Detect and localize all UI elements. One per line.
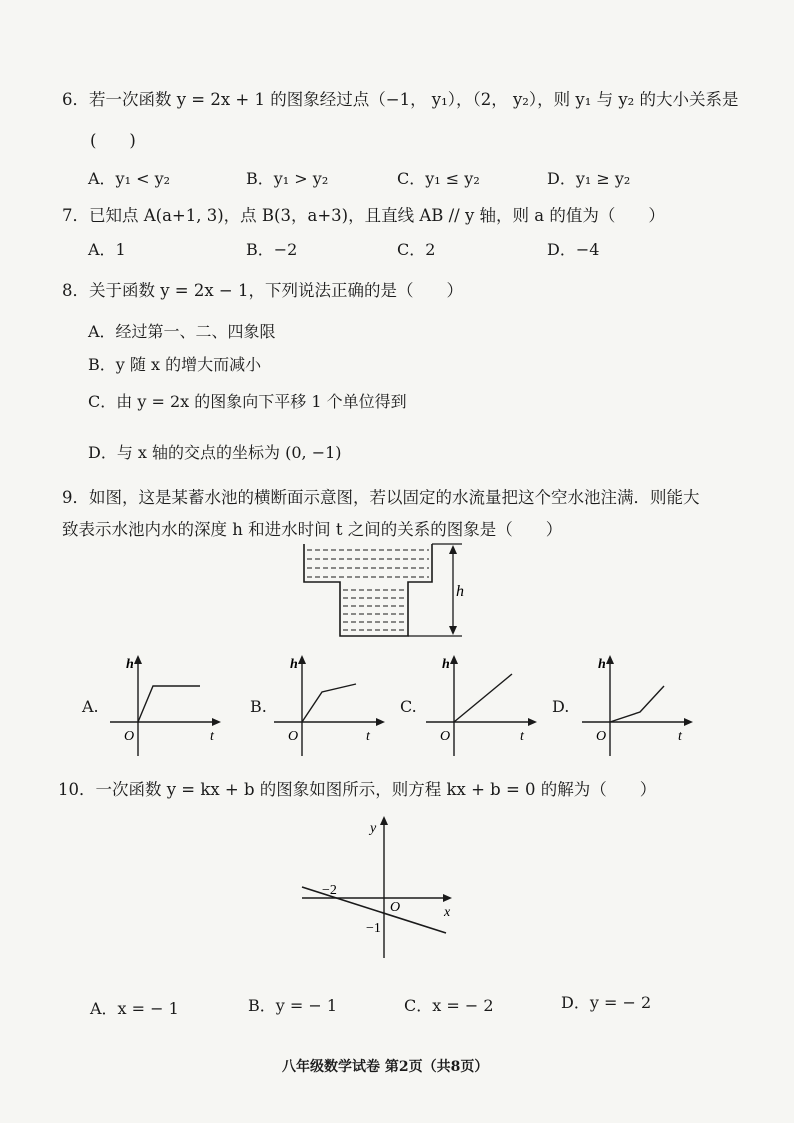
page-footer: 八年级数学试卷 第2页（共8页）: [282, 1059, 489, 1075]
q9-option-b-label: B.: [250, 697, 267, 716]
q9-stem-line2: 致表示水池内水的深度 h 和进水时间 t 之间的关系的图象是（ ）: [62, 520, 563, 539]
graph-d-x-label: t: [678, 729, 682, 744]
graph-d-curve: [610, 686, 664, 722]
q9-stem-line1: 9．如图，这是某蓄水池的横断面示意图，若以固定的水流量把这个空水池注满．则能大: [62, 488, 700, 507]
q6-option-d: D．y₁ ≥ y₂: [547, 169, 631, 188]
q10-option-b: B．y = − 1: [248, 996, 338, 1015]
graph-b-y-label: h: [290, 657, 298, 672]
q8-option-b: B．y 随 x 的增大而减小: [88, 355, 262, 374]
q7-option-d: D．−4: [547, 240, 600, 259]
q10-option-d: D．y = − 2: [561, 993, 652, 1012]
q9-tank-diagram: [290, 540, 480, 640]
graph-d-y-label: h: [598, 657, 606, 672]
q9-option-c-label: C.: [400, 697, 417, 716]
graph-a-x-label: t: [210, 729, 214, 744]
graph-a-y-label: h: [126, 657, 134, 672]
q10-origin-label: O: [390, 900, 401, 915]
q9-option-d-label: D.: [552, 697, 570, 716]
q6-option-b: B．y₁ > y₂: [246, 169, 329, 188]
graph-c-x-label: t: [520, 729, 524, 744]
q6-option-c: C．y₁ ≤ y₂: [397, 169, 480, 188]
graph-a-origin: O: [124, 729, 135, 744]
q8-option-a: A．经过第一、二、四象限: [88, 322, 276, 341]
q7-option-b: B．−2: [246, 240, 298, 259]
graph-b-curve: [302, 684, 356, 722]
graph-c-y-label: h: [442, 657, 450, 672]
q10-linear-graph: [296, 812, 466, 962]
q10-y-intercept-label: −1: [366, 921, 381, 936]
q10-x-intercept-label: −2: [322, 883, 337, 898]
q9-graph-c: [424, 650, 544, 760]
q9-option-a-label: A.: [82, 697, 99, 716]
graph-d-origin: O: [596, 729, 607, 744]
q10-stem: 10．一次函数 y = kx + b 的图象如图所示，则方程 kx + b = 0 的解为（ ）: [58, 780, 657, 799]
graph-c-origin: O: [440, 729, 451, 744]
q7-option-c: C．2: [397, 240, 436, 259]
q10-option-c: C．x = − 2: [404, 996, 494, 1015]
q6-option-a: A．y₁ < y₂: [88, 169, 171, 188]
q7-stem: 7．已知点 A(a+1, 3)，点 B(3，a+3)，且直线 AB // y 轴，则 a 的值为（ ）: [62, 206, 665, 225]
q8-stem: 8．关于函数 y = 2x − 1，下列说法正确的是（ ）: [62, 281, 463, 300]
q9-graph-b: [272, 650, 392, 760]
q9-graph-d: [580, 650, 700, 760]
graph-b-x-label: t: [366, 729, 370, 744]
q10-y-axis-label: y: [370, 821, 377, 836]
q10-x-axis-label: x: [444, 905, 451, 920]
graph-a-curve: [138, 686, 200, 722]
q10-option-a: A．x = − 1: [90, 999, 179, 1018]
q6-stem: 6．若一次函数 y = 2x + 1 的图象经过点（−1， y₁），（2， y₂），则 y₁ 与 y₂ 的大小关系是: [62, 90, 739, 109]
graph-b-origin: O: [288, 729, 299, 744]
q8-option-d: D．与 x 轴的交点的坐标为 (0, −1): [88, 443, 342, 462]
q8-option-c: C．由 y = 2x 的图象向下平移 1 个单位得到: [88, 392, 407, 411]
graph-c-curve: [454, 674, 512, 722]
tank-height-label: h: [456, 583, 464, 600]
q9-graph-a: [108, 650, 228, 760]
q6-blank: ( ): [90, 131, 136, 150]
q7-option-a: A．1: [88, 240, 126, 259]
